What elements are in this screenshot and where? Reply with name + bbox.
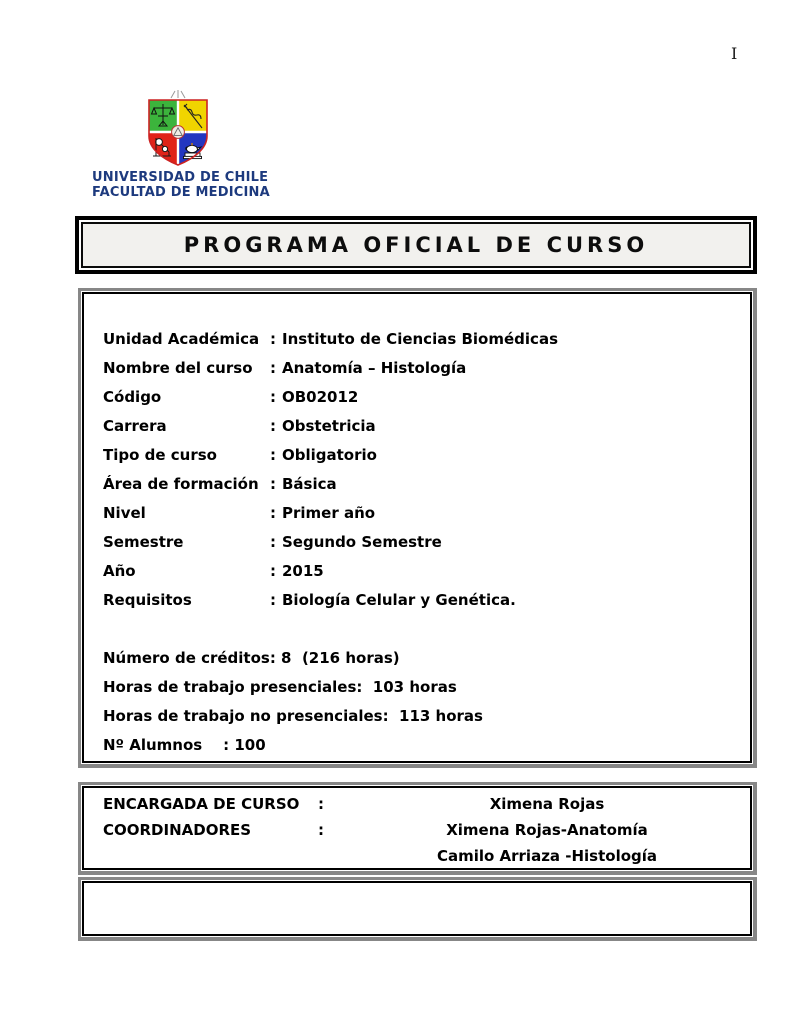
field-label: Código	[103, 387, 162, 406]
field-colon: :	[270, 561, 276, 580]
field-value: Segundo Semestre	[282, 532, 442, 551]
field-label: Unidad Académica	[103, 329, 260, 348]
field-colon: :	[270, 503, 276, 522]
university-crest-icon	[144, 88, 212, 168]
field-value: Obligatorio	[282, 445, 377, 464]
field-label: Tipo de curso	[103, 445, 217, 464]
staff-label: ENCARGADA DE CURSO	[103, 795, 300, 813]
empty-box	[78, 877, 757, 941]
non-contact-hours-line: Horas de trabajo no presenciales: 113 horas	[103, 706, 483, 725]
field-row-nombre-curso	[103, 353, 734, 382]
field-label: Nombre del curso	[103, 358, 253, 377]
field-colon: :	[270, 387, 276, 406]
field-value: Básica	[282, 474, 337, 493]
staff-row-coordinadores	[103, 817, 734, 843]
field-colon: :	[270, 445, 276, 464]
field-colon: :	[270, 532, 276, 551]
org-line-university: UNIVERSIDAD DE CHILE	[92, 170, 269, 185]
org-line-faculty: FACULTAD DE MEDICINA	[92, 185, 270, 200]
field-label: Nivel	[103, 503, 146, 522]
field-colon: :	[270, 416, 276, 435]
field-row-area-formacion	[103, 469, 734, 498]
field-row-tipo-curso	[103, 440, 734, 469]
field-row-carrera	[103, 411, 734, 440]
staff-colon: :	[318, 795, 324, 813]
crest-ornament	[171, 90, 185, 98]
staff-value: Camilo Arriaza -Histología	[436, 847, 658, 865]
field-colon: :	[270, 329, 276, 348]
field-value: Instituto de Ciencias Biomédicas	[282, 329, 558, 348]
field-row-codigo	[103, 382, 734, 411]
field-label: Semestre	[103, 532, 184, 551]
course-info-box	[78, 288, 757, 768]
field-label: Año	[103, 561, 136, 580]
field-row-ano	[103, 556, 734, 585]
field-colon: :	[270, 358, 276, 377]
field-label: Carrera	[103, 416, 167, 435]
organization-name	[92, 170, 282, 200]
field-value: Biología Celular y Genética.	[282, 590, 516, 609]
field-label: Área de formación	[103, 474, 259, 493]
field-row-nivel	[103, 498, 734, 527]
title-banner	[75, 216, 757, 274]
field-value: OB02012	[282, 387, 359, 406]
field-value: Obstetricia	[282, 416, 376, 435]
field-row-semestre	[103, 527, 734, 556]
contact-hours-line: Horas de trabajo presenciales: 103 horas	[103, 677, 457, 696]
field-label: Requisitos	[103, 590, 192, 609]
document-title: PROGRAMA OFICIAL DE CURSO	[183, 233, 649, 257]
staff-row-coordinador-2	[103, 843, 734, 869]
field-value: Primer año	[282, 503, 376, 522]
credits-line: Número de créditos: 8 (216 horas)	[103, 648, 400, 667]
staff-row-encargada	[103, 791, 734, 817]
field-value: Anatomía – Histología	[282, 358, 467, 377]
field-colon: :	[270, 590, 276, 609]
field-row-unidad-academica	[103, 324, 734, 353]
page-number: I	[731, 44, 738, 63]
staff-value: Ximena Rojas	[489, 795, 605, 813]
staff-label: COORDINADORES	[103, 821, 252, 839]
staff-value: Ximena Rojas-Anatomía	[446, 821, 648, 839]
student-count-line: Nº Alumnos : 100	[103, 735, 266, 754]
field-row-requisitos	[103, 585, 734, 614]
field-value: 2015	[282, 561, 324, 580]
blank-line	[103, 614, 734, 643]
staff-colon: :	[318, 821, 324, 839]
field-colon: :	[270, 474, 276, 493]
central-emblem	[172, 126, 185, 139]
staff-box	[78, 782, 757, 875]
